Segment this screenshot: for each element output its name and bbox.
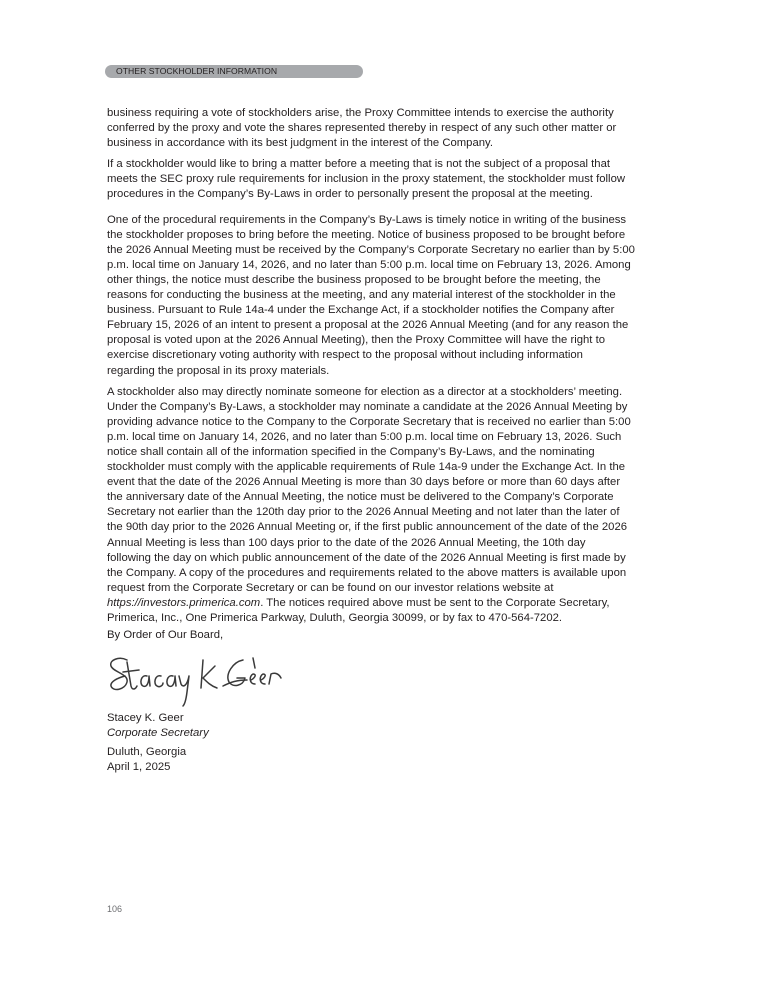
- text-line: conferred by the proxy and vote the shares represented thereby in respect of any such other matter or: [107, 122, 617, 135]
- text-line: Under the Company’s By-Laws, a stockholder may nominate a candidate at the 2026 Annual Meeting by: [107, 400, 628, 413]
- text-line: following the day on which public announcement of the date of the 2026 Annual Meeting is first made by: [107, 551, 626, 564]
- closing-salutation: By Order of Our Board,: [107, 629, 224, 641]
- text-line: the anniversary date of the Annual Meeting, the notice must be delivered to the Company’s Corporate: [107, 491, 614, 504]
- text-line: One of the procedural requirements in the Company’s By-Laws is timely notice in writing of the business: [107, 213, 627, 226]
- text-line: Annual Meeting is less than 100 days prior to the date of the 2026 Annual Meeting, the 10th day: [107, 536, 586, 549]
- city: Duluth, Georgia: [107, 746, 187, 758]
- text-line: regarding the proposal in its proxy materials.: [107, 364, 330, 377]
- text-line: Primerica, Inc., One Primerica Parkway, Duluth, Georgia 30099, or by fax to 470-564-7202.: [107, 612, 563, 624]
- section-header-bar: [105, 65, 363, 78]
- page-number: 106: [107, 904, 123, 914]
- investor-relations-link[interactable]: https://investors.primerica.com: [107, 596, 261, 609]
- paragraph-bring-matter: [107, 157, 667, 202]
- text-line: the 90th day prior to the 2026 Annual Meeting or, if the first public announcement of the date of the 2026: [107, 521, 628, 534]
- paragraph-director-nomination: [107, 385, 667, 627]
- text-line: proposal is voted upon at the 2026 Annual Meeting), then the Proxy Committee will have the right to: [107, 334, 605, 347]
- signature-icon: [105, 652, 295, 710]
- text-line: A stockholder also may directly nominate someone for election as a director at a stockholders’ meeting.: [107, 385, 623, 398]
- text-line: reasons for conducting the business at the meeting, and any material interest of the stockholder in the: [107, 289, 616, 302]
- text-line: exercise discretionary voting authority with respect to the proposal without including information: [107, 349, 583, 362]
- text-line: procedures in the Company’s By-Laws in order to personally present the proposal at the meeting.: [107, 188, 593, 201]
- section-header-label: OTHER STOCKHOLDER INFORMATION: [116, 66, 278, 76]
- text-line: business requiring a vote of stockholders arise, the Proxy Committee intends to exercise the authority: [107, 107, 614, 119]
- text-line: Secretary not earlier than the 120th day prior to the 2026 Annual Meeting and not later than the later of: [107, 506, 620, 519]
- paragraph-other-matters: [107, 106, 667, 151]
- text-line: business. Pursuant to Rule 14a-4 under the Exchange Act, if a stockholder notifies the Company after: [107, 304, 615, 317]
- text-line: February 15, 2026 of an intent to present a proposal at the 2026 Annual Meeting (and for any reason the: [107, 319, 629, 332]
- place-date-block: [107, 745, 186, 775]
- paragraph-procedural-requirements: [107, 213, 667, 379]
- text-line: the Company. A copy of the procedures and requirements related to the above matters is available upon: [107, 566, 627, 579]
- text-line: the 2026 Annual Meeting must be received by the Company’s Corporate Secretary no earlier than by 5:00: [107, 243, 635, 256]
- text-line: request from the Corporate Secretary or can be found on our investor relations website at: [107, 581, 554, 594]
- text-line-with-link: [107, 596, 667, 611]
- text-line: the stockholder proposes to bring before the meeting. Notice of business proposed to be brought before: [107, 228, 626, 241]
- text-line: providing advance notice to the Company to the Corporate Secretary that is received no earlier than 5:00: [107, 415, 631, 428]
- date: April 1, 2025: [107, 761, 171, 774]
- body-text: [107, 106, 667, 626]
- text-line: notice shall contain all of the information specified in the Company’s By-Laws, and the nominating: [107, 445, 595, 458]
- text-line: event that the date of the 2026 Annual Meeting is more than 30 days before or more than 60 days after: [107, 476, 621, 489]
- text-line: meets the SEC proxy rule requirements for inclusion in the proxy statement, the stockholder must follow: [107, 173, 626, 186]
- signer-name: Stacey K. Geer: [107, 712, 184, 724]
- text-after-link: . The notices required above must be sent to the Corporate Secretary,: [260, 596, 610, 609]
- signer-title: Corporate Secretary: [107, 727, 209, 740]
- text-line: business in accordance with its best judgment in the interest of the Company.: [107, 137, 493, 150]
- text-line: stockholder must comply with the applicable requirements of Rule 14a-9 under the Exchange Act. In the: [107, 461, 626, 474]
- text-line: other things, the notice must describe the business proposed to be brought before the meeting, the: [107, 273, 601, 286]
- text-line: p.m. local time on January 14, 2026, and no later than 5:00 p.m. local time on February 13, 2026. Such: [107, 430, 622, 443]
- text-line: p.m. local time on January 14, 2026, and no later than 5:00 p.m. local time on February 13, 2026. Among: [107, 258, 631, 271]
- signer-block: [107, 711, 209, 741]
- text-line: If a stockholder would like to bring a matter before a meeting that is not the subject of a proposal that: [107, 158, 610, 171]
